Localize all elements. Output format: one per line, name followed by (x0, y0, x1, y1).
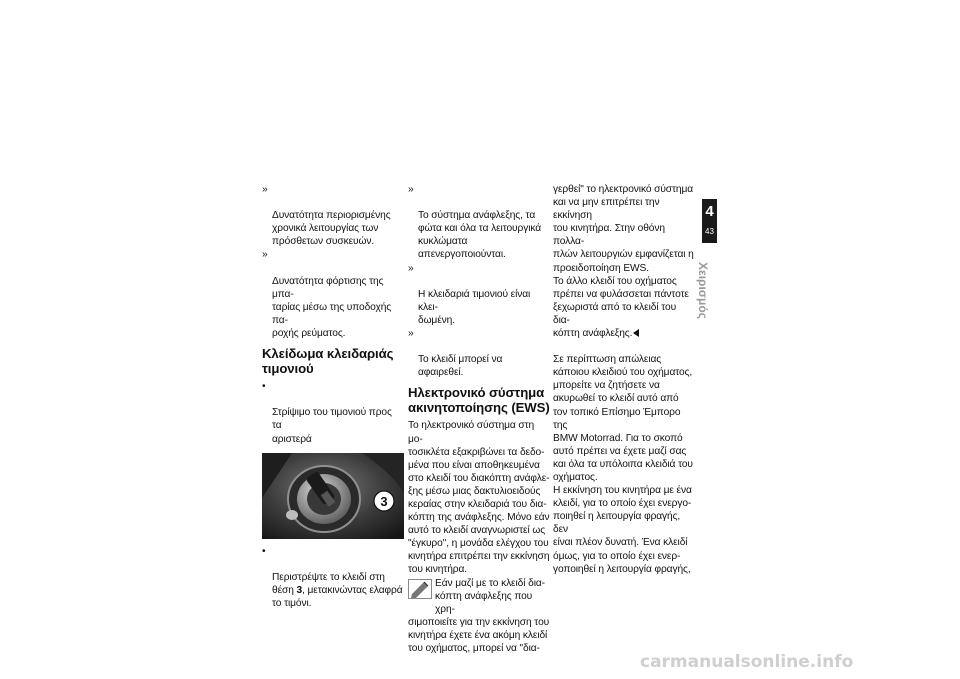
chapter-number: 4 (705, 203, 714, 220)
page-number: 43 (705, 227, 714, 236)
position-number: 3 (296, 584, 303, 596)
result-text: Δυνατότητα περιορισμένης χρονικά λειτουργίας των πρόσθετων συσκευών. (272, 210, 391, 248)
side-chapter-text: Χειρισμός (696, 262, 710, 319)
bullet-marker: • (262, 381, 266, 393)
instruction-text-post: , μετακινώντας ελαφρά το τιμόνι. (272, 584, 403, 609)
instruction-item (262, 380, 404, 445)
column-1 (262, 183, 404, 610)
result-item (408, 327, 550, 379)
lost-key-paragraph: Σε περίπτωση απώλειας κάποιου κλειδιού του οχήματος, μπορείτε να ζητήσετε να ακυρωθεί το κλειδί αυτό από τον τοπικό Επίσημο Έμπορο της BMW Motorrad. Για το σκοπό αυτό πρέπει να έχετε μαζί σας και όλα τα υπόλοιπα κλειδιά του οχήματος. Η εκκίνηση του κινητήρα με ένα κλειδί, για το οποίο έχει ενεργο- ποιηθεί η λειτουργία φραγής, δεν είναι πλέον δυνατή. Ένα κλειδί όμως, για το οποίο έχει ενερ- γοποιηθεί η λειτουργία φραγής, (553, 354, 693, 575)
section-heading-ews: Ηλεκτρονικό σύστημα ακινητοποίησης (EWS) (408, 385, 550, 416)
note-icon (408, 579, 432, 599)
instruction-item (262, 545, 404, 610)
ews-paragraph: Το ηλεκτρονικό σύστημα στη μο- τοσικλέτα εξακριβώνει τα δεδο- μένα που είναι αποθηκευμένα στο κλειδί του διακόπτη ανάφλε- ξης μέσω μιας δακτυλιοειδούς κεραίας στην κλειδαριά του δια- κόπτη της ανάφλεξης. Μόνο εάν αυτό το κλειδί αναγνωριστεί ως "έγκυρο", η μονάδα ελέγχου του κινητήρα επιτρέπει την εκκίνηση του κινητήρα. (408, 420, 550, 576)
column-3 (553, 183, 695, 576)
note-block (408, 577, 550, 656)
watermark: carmanualsonline.info (640, 652, 854, 672)
instruction-text-pre: Περιστρέψτε το κλειδί στη θέση (272, 571, 385, 596)
section-heading-steering-lock: Κλείδωμα κλειδαριάς τιμονιού (262, 346, 394, 377)
result-item (262, 183, 404, 248)
instruction-text: Στρίψιμο του τιμονιού προς τα αριστερά (272, 407, 392, 445)
arrow-marker: » (262, 249, 268, 261)
result-text: Το σύστημα ανάφλεξης, τα φώτα και όλα τα λειτουργικά κυκλώματα απενεργοποιούνται. (418, 210, 542, 261)
arrow-marker: » (408, 328, 414, 340)
arrow-marker: » (262, 184, 268, 195)
result-text: Η κλειδαριά τιμονιού είναι κλει- δωμένη. (418, 288, 531, 326)
column-2 (408, 183, 550, 655)
result-item (262, 248, 404, 340)
result-item (408, 262, 550, 327)
arrow-marker: » (408, 262, 414, 274)
note-text-indented: Εάν μαζί με το κλειδί δια- κόπτη ανάφλεξης που χρη- (435, 577, 545, 615)
chapter-tab (702, 199, 717, 243)
side-chapter-label (696, 262, 718, 338)
ews-continued-text: γερθεί" το ηλεκτρονικό σύστημα και να μην επιτρέπει την εκκίνηση του κινητήρα. Στην οθόνη πολλα- πλών λειτουργιών εμφανίζεται η προειδοποίηση EWS. Το άλλο κλειδί του οχήματος πρέπει να φυλάσσεται πάντοτε ξεχωριστά από το κλειδί του δια- κόπτη ανάφλεξης. (553, 184, 694, 340)
arrow-marker: » (408, 184, 414, 195)
callout-number: 3 (380, 493, 388, 509)
bullet-marker: • (262, 545, 266, 557)
end-of-section-icon (633, 329, 639, 337)
steering-lock-photo (262, 453, 404, 539)
result-item (408, 183, 550, 262)
result-text: Το κλειδί μπορεί να αφαιρεθεί. (418, 354, 503, 379)
result-text: Δυνατότητα φόρτισης της μπα- ταρίας μέσω της υποδοχής πα- ροχής ρεύματος. (272, 275, 392, 340)
ews-continued-paragraph (553, 183, 695, 340)
note-text: σιμοποιείτε για την εκκίνηση του κινητήρα έχετε ένα ακόμη κλειδί του οχήματος, μπορεί να "δια- (408, 616, 550, 654)
